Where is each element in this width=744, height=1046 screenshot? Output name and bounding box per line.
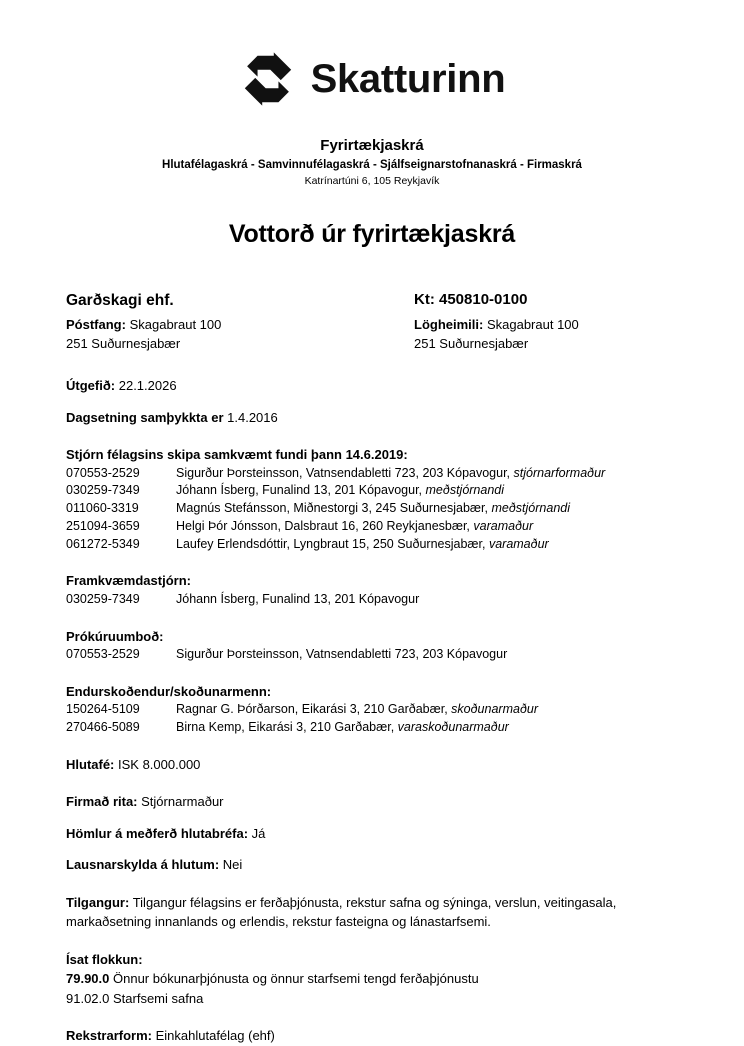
person-role: meðstjórnandi (491, 501, 570, 516)
person-name-address: Jóhann Ísberg, Funalind 13, 201 Kópavogur, (176, 483, 423, 498)
person-description (176, 482, 678, 500)
person-id: 011060-3319 (66, 501, 139, 516)
procuration-member-list (66, 646, 678, 664)
postal-address-city: 251 Suðurnesjabær (66, 336, 181, 352)
registry-subtitle: Hlutafélagaskrá - Samvinnufélagaskrá - Sjálfseignarstofnanaskrá - Firmaskrá (162, 158, 582, 171)
company-kt-column (386, 289, 678, 353)
company-identity-block (66, 289, 678, 354)
certificate-body (0, 289, 744, 1046)
redemption-obligation-label: Lausnarskylda á hlutum: (66, 857, 220, 873)
kt-value: 450810-0100 (439, 291, 528, 309)
management-member-list (66, 591, 678, 609)
person-description (176, 536, 678, 554)
purpose-text: Tilgangur félagsins er ferðaþjónusta, rekstur safna og sýninga, verslun, veitingasala, markaðsetning innanlands og erlendis, rekstur fasteigna og lánastarfsemi. (66, 894, 617, 930)
postal-address-line (66, 316, 386, 335)
isat-code: 91.02.0 (66, 990, 110, 1006)
table-row (66, 465, 678, 483)
legal-domicile-label: Lögheimili: (414, 316, 484, 332)
masthead-logo (0, 0, 744, 108)
company-address-column (66, 289, 386, 354)
person-description (176, 518, 678, 536)
person-name-address: Magnús Stefánsson, Miðnestorgi 3, 245 Suðurnesjabær, (176, 501, 488, 516)
isat-entry (66, 989, 678, 1009)
document-title: Vottorð úr fyrirtækjaskrá (228, 220, 516, 249)
kt-label: Kt: (414, 291, 435, 309)
articles-date-value: 1.4.2016 (227, 409, 278, 425)
redemption-obligation-line (66, 855, 678, 875)
procuration-heading: Prókúruumboð: (66, 628, 164, 644)
share-transfer-restriction-value: Já (251, 825, 266, 841)
person-id: 061272-5349 (66, 536, 140, 551)
company-kt-line (394, 289, 678, 312)
person-description (176, 719, 678, 737)
table-row (66, 719, 678, 737)
share-capital-value: ISK 8.000.000 (118, 756, 201, 772)
person-role: varaskoðunarmaður (397, 720, 509, 735)
issued-date-line (66, 376, 678, 396)
person-name-address: Laufey Erlendsdóttir, Lyngbraut 15, 250 Suðurnesjabær, (176, 536, 486, 551)
table-row (66, 646, 678, 664)
table-row (66, 518, 678, 536)
board-heading: Stjórn félagsins skipa samkvæmt fundi þann 14.6.2019: (66, 447, 408, 463)
person-role: varamaður (473, 518, 534, 533)
table-row (66, 591, 678, 609)
postal-address-label: Póstfang: (66, 317, 126, 333)
person-id: 270466-5089 (66, 720, 140, 735)
table-row (66, 482, 678, 500)
articles-date-line (66, 408, 678, 428)
person-name-address: Sigurður Þorsteinsson, Vatnsendabletti 723, 203 Kópavogur, (176, 465, 511, 480)
share-capital-line (66, 755, 678, 775)
share-transfer-restriction-label: Hömlur á meðferð hlutabréfa: (66, 825, 249, 841)
management-heading: Framkvæmdastjórn: (66, 573, 191, 589)
table-row (66, 701, 678, 719)
auditors-member-list (66, 701, 678, 737)
registry-header (0, 136, 744, 188)
purpose-label: Tilgangur: (66, 894, 130, 910)
registry-title: Fyrirtækjaskrá (320, 137, 424, 154)
legal-domicile-city: 251 Suðurnesjabær (414, 335, 529, 351)
person-name-address: Ragnar G. Þórðarson, Eikarási 3, 210 Garðabær, (176, 702, 448, 717)
redemption-obligation-value: Nei (222, 857, 243, 873)
person-id: 251094-3659 (66, 518, 140, 533)
legal-domicile-street: Skagabraut 100 (486, 316, 579, 332)
board-member-list (66, 465, 678, 554)
person-id: 070553-2529 (66, 465, 140, 480)
person-role: meðstjórnandi (425, 483, 505, 498)
table-row (66, 500, 678, 518)
isat-description: Starfsemi safna (113, 990, 204, 1006)
registry-address: Katrínartúni 6, 105 Reykjavík (304, 175, 440, 188)
share-transfer-restriction-line (66, 824, 678, 844)
table-row (66, 536, 678, 554)
person-id: 030259-7349 (66, 591, 140, 606)
issued-date-value: 22.1.2026 (118, 378, 177, 394)
person-name-address: Helgi Þór Jónsson, Dalsbraut 16, 260 Reykjanesbær, (176, 518, 470, 533)
signing-authority-line (66, 792, 678, 812)
person-role: skoðunarmaður (451, 702, 539, 717)
person-description (176, 465, 678, 483)
signing-authority-value: Stjórnarmaður (141, 794, 224, 810)
legal-form-value: Einkahlutafélag (ehf) (155, 1028, 275, 1044)
person-id: 070553-2529 (66, 647, 140, 662)
legal-form-line (66, 1026, 678, 1046)
logo-wordmark: Skatturinn (310, 57, 506, 101)
articles-date-label: Dagsetning samþykkta er (66, 409, 224, 425)
person-description (176, 500, 678, 518)
skatturinn-s-logo-icon (239, 50, 297, 108)
legal-domicile-line (394, 316, 678, 335)
isat-description: Önnur bókunarþjónusta og önnur starfsemi tengd ferðaþjónustu (113, 971, 479, 987)
auditors-heading: Endurskoðendur/skoðunarmenn: (66, 683, 272, 699)
person-name-address: Sigurður Þorsteinsson, Vatnsendabletti 723, 203 Kópavogur (176, 647, 508, 662)
person-description (176, 701, 678, 719)
postal-address-street: Skagabraut 100 (129, 317, 222, 333)
legal-form-label: Rekstrarform: (66, 1028, 152, 1044)
isat-heading: Ísat flokkun: (66, 951, 143, 967)
purpose-paragraph (66, 893, 678, 932)
person-id: 030259-7349 (66, 483, 140, 498)
person-name-address: Birna Kemp, Eikarási 3, 210 Garðabær, (176, 720, 395, 735)
person-role: stjórnarformaður (513, 465, 606, 480)
share-capital-label: Hlutafé: (66, 756, 115, 772)
isat-code: 79.90.0 (66, 971, 110, 987)
person-id: 150264-5109 (66, 702, 140, 717)
issued-date-label: Útgefið: (66, 378, 116, 394)
person-role: varamaður (488, 536, 549, 551)
isat-entry (66, 969, 678, 989)
person-name-address: Jóhann Ísberg, Funalind 13, 201 Kópavogur (176, 591, 420, 606)
company-name: Garðskagi ehf. (66, 292, 174, 310)
signing-authority-label: Firmað rita: (66, 794, 138, 810)
